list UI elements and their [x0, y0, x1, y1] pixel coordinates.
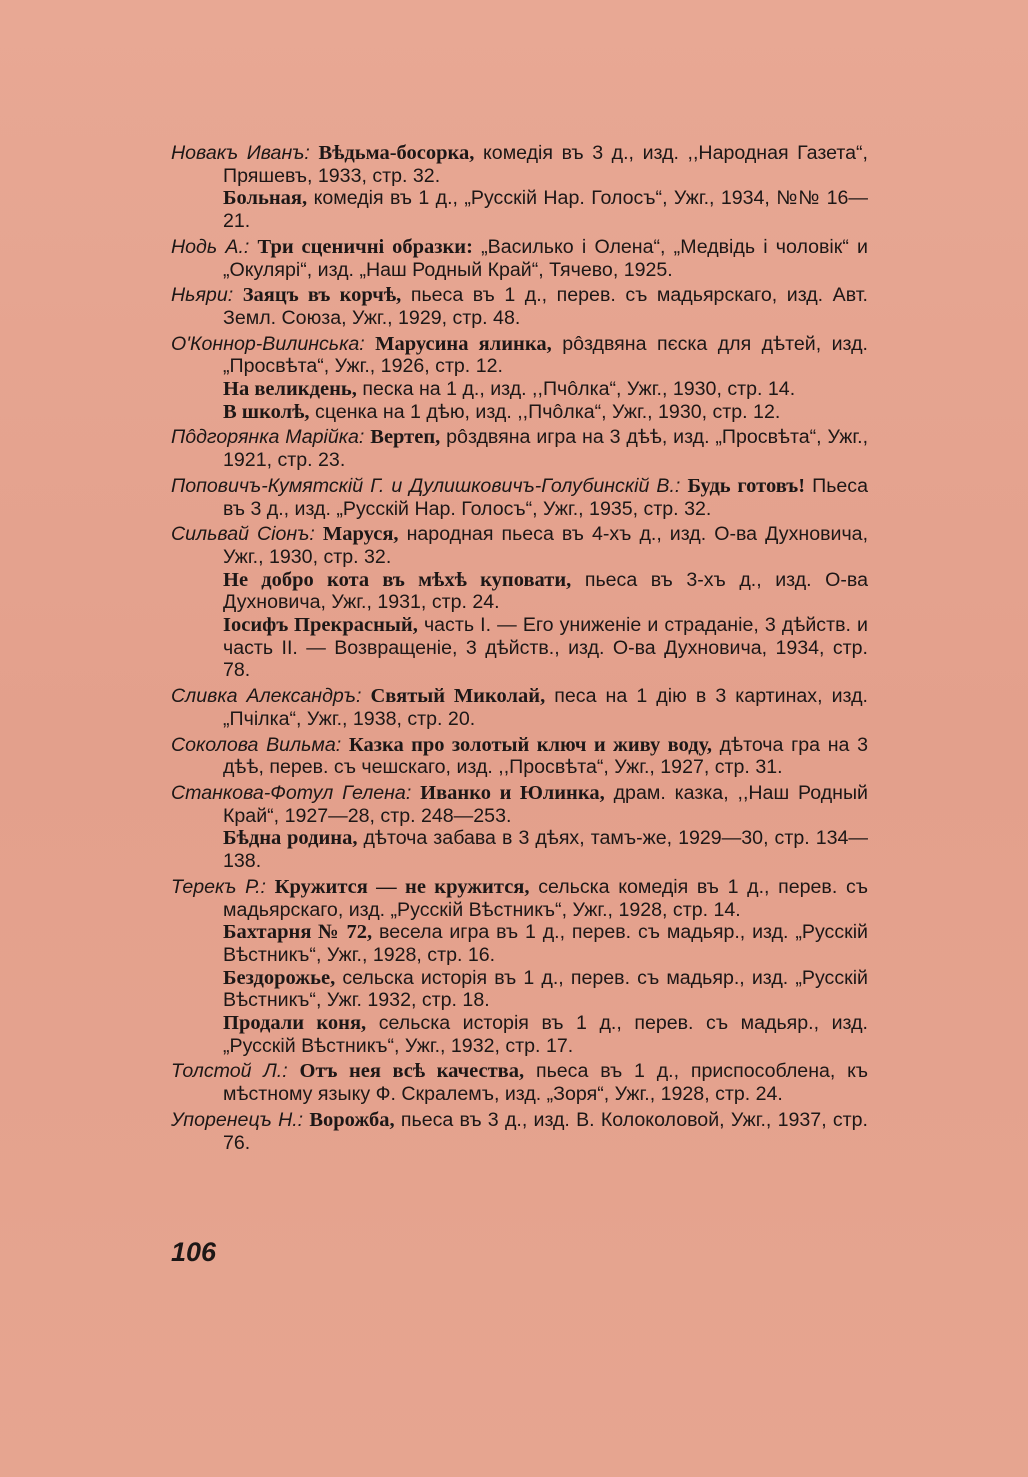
entry-author: Толстой Л.: [171, 1060, 288, 1083]
bibliography-entry [171, 475, 868, 520]
entry-author: Пôдгорянка Марійка: [171, 426, 365, 449]
work-description: дѣточа гра на 3 дѣѣ, перев. съ чешскаго, изд. ,,Просвѣта“, Ужг., 1927, стр. 31. [223, 733, 868, 779]
work-title: Продали коня, [223, 1012, 367, 1035]
work-description: драм. казка, ,,Наш Родный Край“, 1927—28, стр. 248—253. [223, 781, 868, 827]
work-title: Бахтарня № 72, [223, 921, 373, 944]
work-description: песка на 1 д., изд. ,,Пчôлка“, Ужг., 1930, стр. 14. [362, 378, 796, 401]
bibliography-entry [171, 426, 868, 471]
work-title: Вертеп, [370, 426, 441, 449]
bibliography-work [171, 614, 868, 682]
work-title: Больная, [223, 187, 308, 210]
bibliography-work [171, 187, 868, 232]
work-title: Ворожба, [309, 1108, 395, 1131]
bibliography-entry [171, 142, 868, 187]
work-description: часть I. — Его униженіе и страданіе, 3 дѣйств. и часть II. — Возвращеніе, 3 дѣйств., изд. О-ва Духновича, 1934, стр. 78. [223, 614, 868, 682]
entry-author: Новакъ Иванъ: [171, 142, 310, 164]
bibliography-work [171, 401, 868, 424]
work-description: весела игра въ 1 д., перев. съ мадьяр., изд. „Русскій Вѣстникъ“, Ужг., 1928, стр. 16. [223, 921, 868, 966]
bibliography-work [171, 1012, 868, 1057]
entry-author: Нодь А.: [171, 235, 250, 258]
work-title: В школѣ, [223, 400, 310, 423]
bibliography-entry [171, 1060, 868, 1105]
work-title: На великдень, [223, 378, 357, 401]
entry-author: Упоренецъ Н.: [171, 1108, 304, 1131]
work-description: сельска исторія въ 1 д., перев. съ мадьяр., изд. „Русскій Вѣстникъ“, Ужг. 1932, стр. 18. [223, 966, 868, 1012]
work-title: Іосифъ Прекрасный, [223, 614, 418, 637]
entry-author: Соколова Вильма: [171, 733, 342, 756]
work-title: Отъ нея всѣ качества, [299, 1060, 525, 1083]
work-description: сценка на 1 дѣю, изд. ,,Пчôлка“, Ужг., 1930, стр. 12. [315, 400, 781, 423]
page-number: 106 [171, 1237, 217, 1267]
work-title: Маруся, [322, 523, 399, 546]
work-description: Пьеса въ 3 д., изд. „Русскій Нар. Голосъ“, Ужг., 1935, стр. 32. [223, 474, 868, 520]
bibliography-entry [171, 1109, 868, 1154]
bibliography-entry [171, 876, 868, 921]
work-title: Не добро кота въ мѣхѣ куповати, [223, 568, 572, 591]
work-title: Бѣдна родина, [223, 827, 358, 850]
bibliography-work [171, 921, 868, 966]
bibliography-entry [171, 685, 868, 730]
work-description: рôздвяна игра на 3 дѣѣ, изд. „Просвѣта“, Ужг., 1921, стр. 23. [223, 426, 869, 472]
work-description: народная пьеса въ 4-хъ д., изд. О-ва Духновича, Ужг., 1930, стр. 32. [223, 523, 869, 568]
bibliography-list [171, 142, 868, 1157]
entry-author: Поповичъ-Кумятскій Г. и Дулишковичъ-Голубинскій В.: [171, 474, 681, 497]
bibliography-work [171, 569, 868, 614]
work-description: песа на 1 дію в 3 картинах, изд. „Пчілка“, Ужг., 1938, стр. 20. [223, 685, 868, 730]
entry-author: О'Коннор-Вилинська: [171, 332, 365, 355]
work-description: рôздвяна пєска для дѣтей, изд. „Просвѣта“, Ужг., 1926, стр. 12. [223, 332, 868, 378]
work-description: дѣточа забава в 3 дѣях, тамъ-же, 1929—30, стр. 134—138. [223, 827, 868, 873]
work-description: сельска исторія въ 1 д., перев. съ мадьяр., изд. „Русскій Вѣстникъ“, Ужг., 1932, стр. 17. [223, 1012, 868, 1057]
work-description: пьеса въ 1 д., перев. съ мадьярскаго, изд. Авт. Земл. Союза, Ужг., 1929, стр. 48. [223, 284, 868, 329]
entry-author: Ньяри: [171, 284, 234, 307]
work-description: пьеса въ 3-хъ д., изд. О-ва Духновича, Ужг., 1931, стр. 24. [223, 568, 868, 614]
bibliography-work [171, 967, 868, 1012]
work-description: пьеса въ 1 д., приспособлена, къ мѣстному языку Ф. Скралемъ, изд. „Зоря“, Ужг., 1928, стр. 24. [223, 1060, 868, 1106]
bibliography-entry [171, 236, 868, 281]
entry-author: Сильвай Сіонъ: [171, 523, 315, 546]
work-title: Будь готовъ! [687, 474, 806, 497]
bibliography-entry [171, 523, 868, 568]
work-title: Вѣдьма-босорка, [318, 142, 475, 164]
work-description: пьеса въ 3 д., изд. В. Колоколовой, Ужг., 1937, стр. 76. [223, 1108, 868, 1154]
work-title: Иванко и Юлинка, [420, 781, 605, 804]
bibliography-work [171, 378, 868, 401]
work-title: Заяцъ въ корчѣ, [242, 284, 402, 307]
work-title: Казка про золотый ключ и живу воду, [348, 733, 712, 756]
work-title: Кружится — не кружится, [274, 875, 530, 898]
work-description: сельска комедія въ 1 д., перев. съ мадьярскаго, изд. „Русскій Вѣстникъ“, Ужг., 1928, стр. 14. [223, 875, 868, 921]
entry-author: Терекъ Р.: [171, 875, 266, 898]
work-description: „Василько і Олена“, „Медвідь і чоловік“ и „Окулярі“, изд. „Наш Родный Край“, Тячево, 1925. [223, 235, 868, 281]
work-title: Марусина ялинка, [375, 332, 552, 355]
entry-author: Сливка Александръ: [171, 685, 362, 708]
work-description: комедія въ 3 д., изд. ,,Народная Газета“, Пряшевъ, 1933, стр. 32. [223, 142, 868, 187]
work-title: Три сценичні образки: [257, 235, 473, 258]
bibliography-entry [171, 734, 868, 779]
entry-author: Станкова-Фотул Гелена: [171, 781, 412, 804]
work-title: Бездорожье, [223, 966, 336, 989]
bibliography-work [171, 827, 868, 872]
work-title: Святый Миколай, [370, 685, 546, 708]
bibliography-entry [171, 333, 868, 378]
bibliography-entry [171, 782, 868, 827]
bibliography-entry [171, 284, 868, 329]
work-description: комедія въ 1 д., „Русскій Нар. Голосъ“, Ужг., 1934, №№ 16—21. [223, 187, 868, 233]
